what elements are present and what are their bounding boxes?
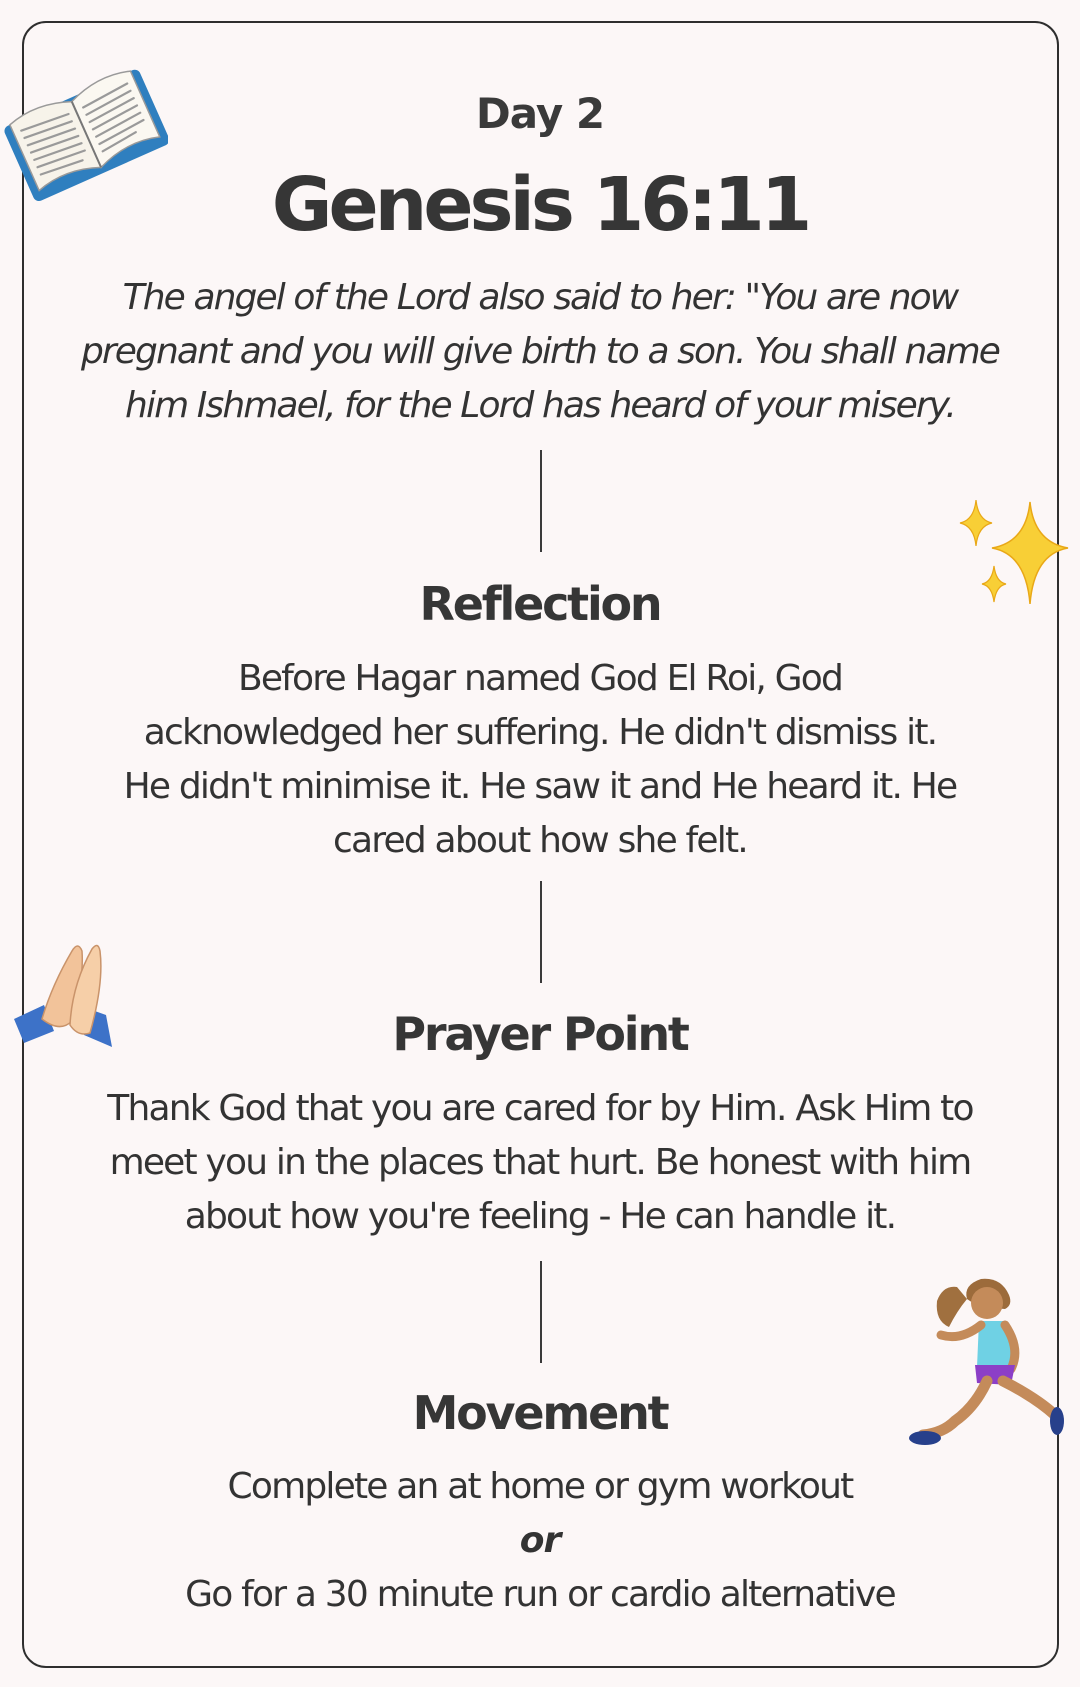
movement-option-2: Go for a 30 minute run or cardio alternative	[185, 1574, 895, 1615]
scripture-verse: The angel of the Lord also said to her: "You are now pregnant and you will give birth to a son. You shall name him Ishmael, for the Lord has heard of your misery.	[80, 277, 1000, 426]
section-divider	[540, 450, 542, 552]
section-divider	[540, 1261, 542, 1363]
reflection-heading: Reflection	[419, 577, 661, 631]
reflection-text: Before Hagar named God El Roi, God acknowledged her suffering. He didn't dismiss it. He didn't minimise it. He saw it and He heard it. He cared about how she felt.	[123, 658, 957, 861]
movement-option-1: Complete an at home or gym workout	[227, 1466, 853, 1507]
section-divider	[540, 881, 542, 983]
scripture-reference: Genesis 16:11	[271, 162, 809, 248]
prayer-point-text: Thank God that you are cared for by Him. Ask Him to meet you in the places that hurt. Be honest with him about how you're feeling - He can handle it.	[107, 1088, 973, 1237]
prayer-point-heading: Prayer Point	[392, 1007, 688, 1061]
movement-text	[40, 1460, 1040, 1622]
day-label: Day 2	[475, 89, 605, 138]
movement-heading: Movement	[412, 1386, 668, 1440]
movement-separator: or	[519, 1520, 561, 1561]
